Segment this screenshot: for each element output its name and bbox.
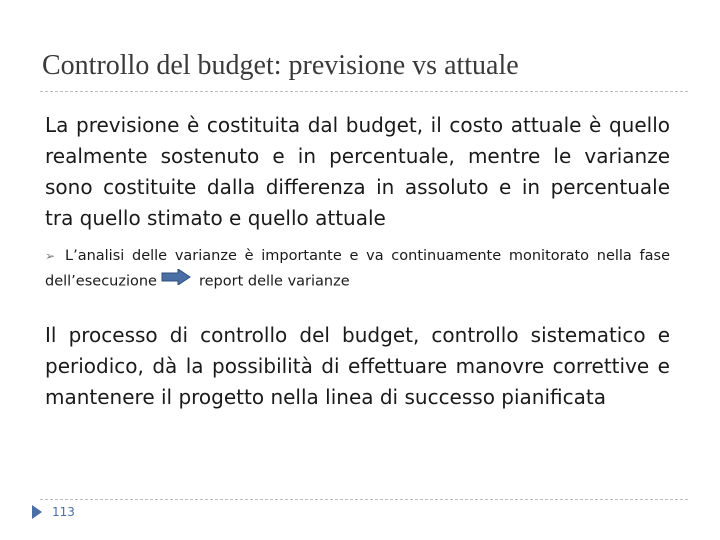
paragraph-control-process: Il processo di controllo del budget, controllo sistematico e periodico, dà la possibilità di effettuare manovre correttive e mantenere il progetto nella linea di successo pianificata	[45, 323, 670, 409]
bullet-arrow-icon: ➢	[45, 249, 56, 263]
slide-footer	[32, 505, 75, 519]
title-divider	[40, 91, 688, 92]
right-arrow-icon	[161, 269, 191, 294]
slide-marker-icon	[32, 505, 42, 519]
slide-title: Controllo del budget: previsione vs attuale	[42, 50, 519, 81]
page-number: 113	[52, 505, 75, 519]
bullet-text-before-arrow: L’analisi delle varianze è importante e va continuamente monitorato nella fase dell’esecuzione	[45, 248, 670, 290]
paragraph-forecast-definition: La previsione è costituita dal budget, il costo attuale è quello realmente sostenuto e in percentuale, mentre le varianze sono costituite dalla differenza in assoluto e in percentuale tra quello stimato e quello attuale	[45, 113, 670, 230]
bullet-item-variance-analysis	[45, 244, 670, 295]
footer-divider	[40, 499, 688, 500]
bullet-text-after-arrow: report delle varianze	[198, 273, 350, 290]
